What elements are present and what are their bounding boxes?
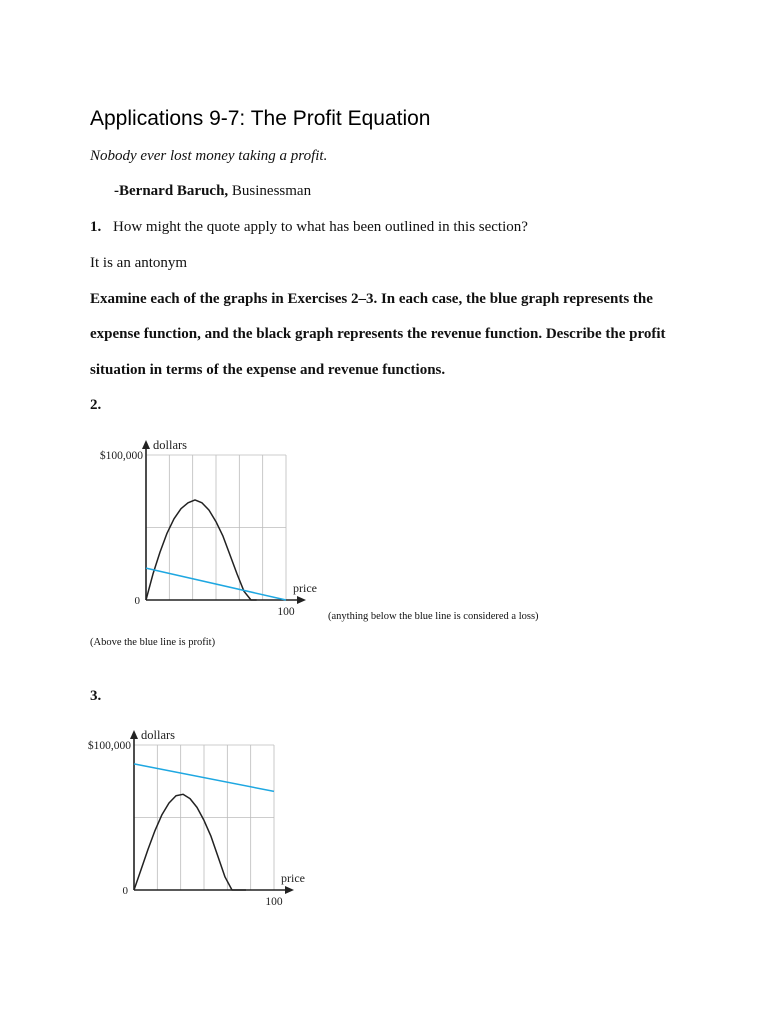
- x-tick-label-max: 100: [277, 606, 295, 618]
- attribution-role: Businessman: [228, 183, 312, 199]
- instructions-line-2: expense function, and the black graph represents the revenue function. Describe the profit: [90, 326, 666, 342]
- quote: Nobody ever lost money taking a profit.: [90, 148, 328, 164]
- x-axis-arrow-icon: [285, 886, 294, 894]
- question-2-note-loss: (anything below the blue line is considered a loss): [328, 611, 539, 622]
- x-axis-arrow-icon: [297, 596, 306, 604]
- y-axis-arrow-icon: [142, 440, 150, 449]
- x-tick-label-max: 100: [265, 896, 283, 908]
- x-axis-label: price: [293, 581, 317, 595]
- graph-3: [76, 720, 316, 910]
- quote-attribution: [114, 183, 311, 200]
- y-tick-label-zero: 0: [134, 595, 140, 607]
- question-1: [90, 219, 528, 236]
- graph-2: [88, 430, 328, 620]
- question-1-text: How might the quote apply to what has been outlined in this section?: [113, 219, 528, 235]
- x-axis-label: price: [281, 871, 305, 885]
- y-axis-label: dollars: [141, 728, 176, 742]
- y-axis-arrow-icon: [130, 730, 138, 739]
- instructions-line-3: situation in terms of the expense and revenue functions.: [90, 362, 446, 378]
- question-3-number: 3.: [90, 688, 102, 704]
- y-tick-label-max: $100,000: [99, 450, 143, 462]
- question-1-number: 1.: [90, 219, 102, 235]
- question-1-answer: It is an antonym: [90, 255, 188, 271]
- revenue-curve: [134, 794, 246, 890]
- attribution-name: -Bernard Baruch,: [114, 183, 229, 199]
- y-tick-label-max: $100,000: [87, 740, 131, 752]
- question-2-note-profit: (Above the blue line is profit): [90, 637, 216, 648]
- instructions-line-1: Examine each of the graphs in Exercises 2–3. In each case, the blue graph represents the: [90, 291, 653, 307]
- page-title: Applications 9-7: The Profit Equation: [90, 107, 431, 130]
- y-axis-label: dollars: [153, 438, 188, 452]
- revenue-curve: [146, 500, 257, 600]
- question-2-number: 2.: [90, 397, 102, 413]
- y-tick-label-zero: 0: [122, 885, 128, 897]
